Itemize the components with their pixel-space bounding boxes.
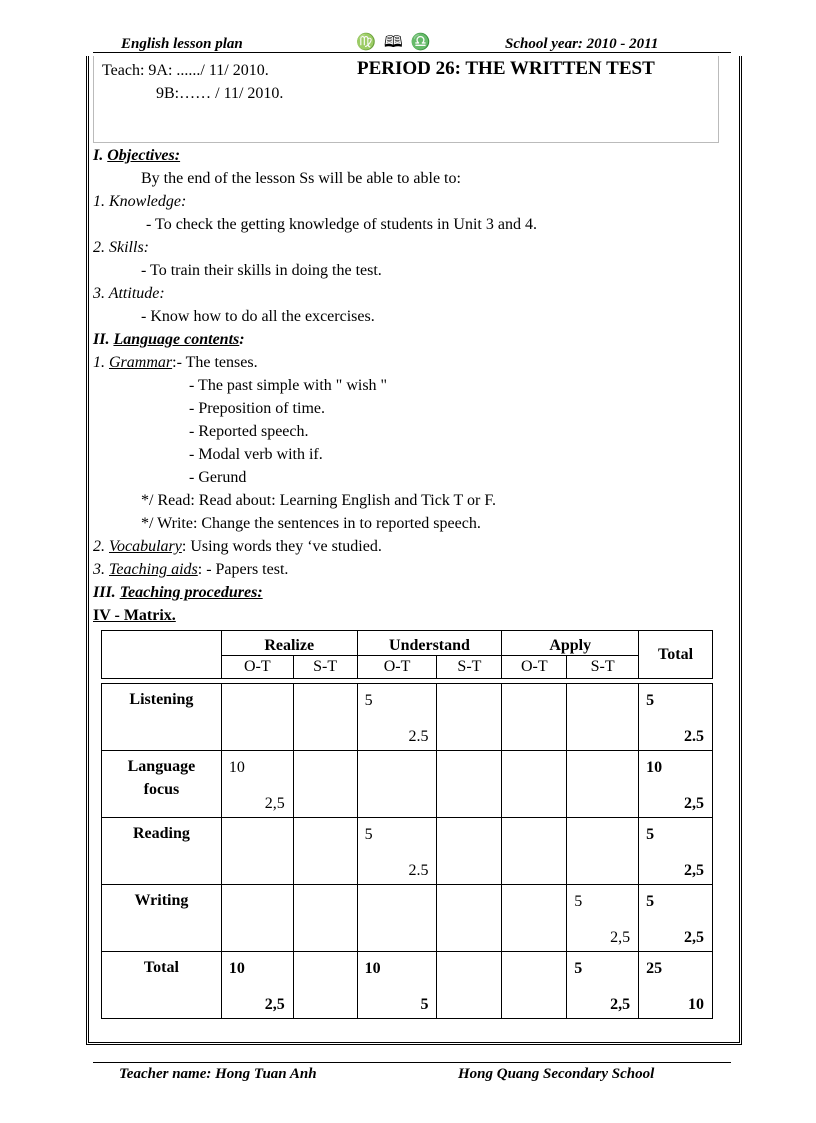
objectives-intro: By the end of the lesson Ss will be able to able to: (141, 170, 461, 187)
row-label-total: Total (102, 952, 222, 1019)
cell-value: 2,5 (610, 929, 631, 946)
footer-teacher-name: Teacher name: Hong Tuan Anh (119, 1066, 317, 1082)
grammar-item: - Gerund (189, 469, 247, 486)
total-value: 2,5 (684, 795, 704, 812)
aids-text: : - Papers test. (197, 561, 289, 578)
group-total: Total (639, 631, 713, 679)
row-label-part: Language (127, 758, 196, 775)
grammar-num: 1. (93, 354, 105, 371)
cell-value: 2,5 (264, 795, 285, 812)
cell-value: 2.5 (408, 728, 429, 745)
footer-rule (93, 1062, 731, 1063)
row-label-language-focus (102, 751, 222, 818)
cell-value: 5 (420, 996, 429, 1013)
cell-value: 10 (364, 960, 381, 977)
aids-label: Teaching aids (109, 561, 198, 578)
language-label: Language contents (113, 331, 240, 348)
total-value: 2.5 (684, 728, 704, 745)
aids-num: 3. (93, 561, 105, 578)
footer-school-name: Hong Quang Secondary School (458, 1066, 655, 1082)
total-value: 10 (646, 759, 663, 776)
grammar-item: - Reported speech. (189, 423, 309, 440)
subhead: O-T (221, 656, 293, 679)
vocabulary-label: Vocabulary (109, 538, 182, 555)
cell-value: 5 (574, 960, 583, 977)
subhead: S-T (437, 656, 502, 679)
cell-value: 10 (228, 759, 245, 776)
cell-value: 5 (364, 692, 373, 709)
matrix-heading: IV - Matrix. (93, 607, 176, 624)
procedures-label: Teaching procedures: (119, 584, 263, 601)
knowledge-label: 1. Knowledge: (93, 193, 187, 210)
grammar-item: - Preposition of time. (189, 400, 325, 417)
teach-line-9a: Teach: 9A: ....../ 11/ 2010. (102, 62, 269, 79)
teaching-aids-line (93, 558, 288, 581)
table-row (102, 885, 713, 952)
cell-value: 2,5 (264, 996, 285, 1013)
knowledge-text: - To check the getting knowledge of students in Unit 3 and 4. (146, 216, 537, 233)
header-lesson-plan: English lesson plan (121, 36, 243, 52)
grammar-item: - The past simple with " wish " (189, 377, 388, 394)
total-value: 10 (688, 996, 704, 1013)
skills-text: - To train their skills in doing the test. (141, 262, 382, 279)
row-label-reading: Reading (102, 818, 222, 885)
cell-value: 5 (364, 826, 373, 843)
total-value: 5 (646, 692, 655, 709)
table-row (102, 684, 713, 751)
total-value: 5 (646, 893, 655, 910)
matrix-table (101, 630, 713, 1019)
page-title: PERIOD 26: THE WRITTEN TEST (357, 58, 655, 79)
attitude-label: 3. Attitude: (93, 285, 165, 302)
objectives-num: I. (93, 147, 104, 164)
vocabulary-line (93, 535, 382, 558)
subhead: O-T (357, 656, 437, 679)
vocabulary-text: : Using words they ‘ve studied. (181, 538, 382, 555)
language-num: II. (93, 331, 110, 348)
row-label-listening: Listening (102, 684, 222, 751)
subhead: S-T (567, 656, 639, 679)
cell-value: 2.5 (408, 862, 429, 879)
procedures-heading (93, 581, 263, 604)
total-value: 2,5 (684, 929, 704, 946)
language-colon: : (239, 331, 245, 348)
header-school-year: School year: 2010 - 2011 (505, 36, 659, 52)
grammar-first-item: :- The tenses. (172, 354, 258, 371)
row-label-part: focus (143, 781, 180, 798)
total-value: 25 (646, 960, 663, 977)
table-row (102, 818, 713, 885)
table-row (102, 952, 713, 1019)
cell-value: 2,5 (610, 996, 631, 1013)
read-line: */ Read: Read about: Learning English and Tick T or F. (141, 492, 496, 509)
objectives-label: Objectives: (107, 147, 181, 164)
subhead: S-T (293, 656, 357, 679)
objectives-heading (93, 144, 180, 167)
attitude-text: - Know how to do all the excercises. (141, 308, 375, 325)
group-realize: Realize (221, 631, 357, 656)
procedures-num: III. (93, 584, 116, 601)
grammar-item: - Modal verb with if. (189, 446, 323, 463)
grammar-line (93, 351, 258, 374)
vocabulary-num: 2. (93, 538, 105, 555)
total-value: 2,5 (684, 862, 704, 879)
skills-label: 2. Skills: (93, 239, 149, 256)
teach-line-9b: 9B:…… / 11/ 2010. (156, 85, 284, 102)
grammar-label: Grammar (109, 354, 173, 371)
table-row (102, 751, 713, 818)
total-value: 5 (646, 826, 655, 843)
subhead: O-T (502, 656, 567, 679)
matrix-corner (102, 631, 222, 679)
header-ornament-icon: ♍ 🕮 ♎ (356, 34, 433, 51)
group-apply: Apply (502, 631, 639, 656)
language-heading (93, 328, 245, 351)
write-line: */ Write: Change the sentences in to reported speech. (141, 515, 481, 532)
cell-value: 10 (228, 960, 245, 977)
matrix-header-row (102, 631, 713, 656)
row-label-writing: Writing (102, 885, 222, 952)
cell-value: 5 (574, 893, 583, 910)
group-understand: Understand (357, 631, 502, 656)
header-rule (93, 52, 731, 53)
